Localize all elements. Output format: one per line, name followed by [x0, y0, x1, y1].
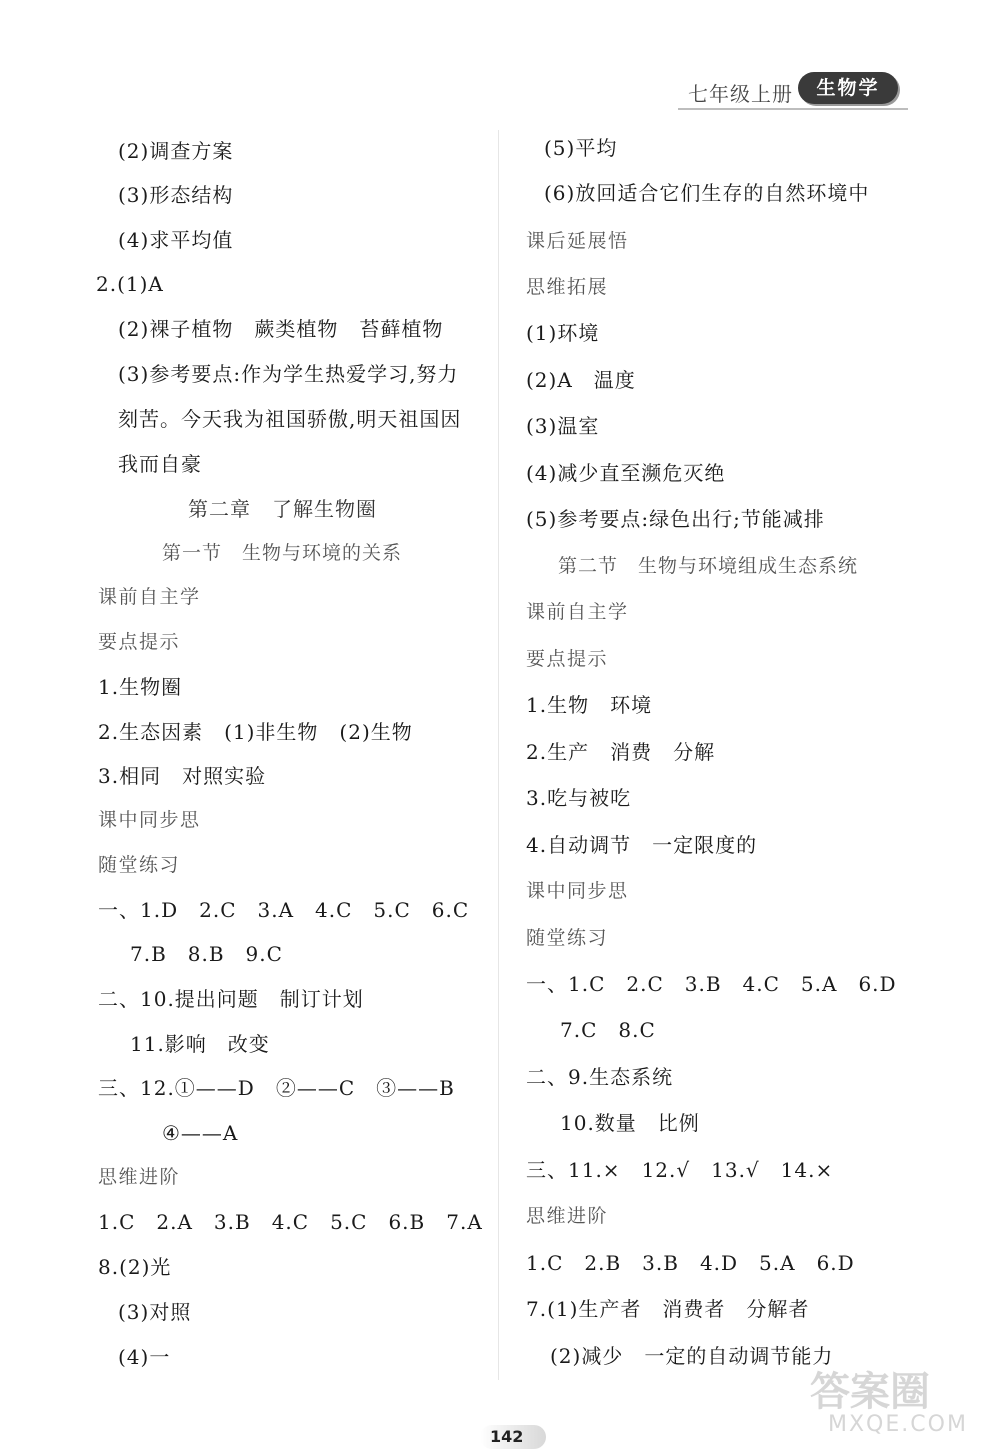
- grade-label: 七年级上册: [688, 82, 793, 106]
- heading-label: 思维进阶: [98, 1166, 181, 1188]
- heading-label: 课前自主学: [526, 601, 629, 623]
- answer-line: 2.生态因素 (1)非生物 (2)生物: [98, 720, 413, 744]
- heading-label: 思维进阶: [526, 1205, 609, 1227]
- answer-line: (1)环境: [526, 321, 600, 345]
- answer-line: 7.C 8.C: [560, 1018, 656, 1042]
- section-title: 第二节 生物与环境组成生态系统: [558, 555, 859, 577]
- answer-line: (2)A 温度: [526, 368, 636, 392]
- section-title: 第一节 生物与环境的关系: [162, 542, 403, 564]
- answer-line: 三、11.× 12.√ 13.√ 14.×: [526, 1158, 834, 1182]
- answer-line: 一、1.C 2.C 3.B 4.C 5.A 6.D: [526, 972, 897, 996]
- answer-line: (5)平均: [544, 136, 618, 160]
- answer-line: 3.吃与被吃: [526, 786, 632, 810]
- answer-line: (5)参考要点:绿色出行;节能减排: [526, 507, 825, 531]
- heading-label: 要点提示: [526, 648, 609, 670]
- heading-label: 课前自主学: [98, 586, 201, 608]
- answer-line: ④——A: [162, 1121, 239, 1145]
- answer-line: (6)放回适合它们生存的自然环境中: [544, 181, 870, 205]
- answer-line: 11.影响 改变: [130, 1032, 270, 1056]
- answer-line: 我而自豪: [118, 452, 202, 476]
- heading-label: 随堂练习: [98, 854, 181, 876]
- answer-line: (2)调查方案: [118, 139, 234, 163]
- answer-line: (4)减少直至濒危灭绝: [526, 461, 726, 485]
- subject-badge: 生物学: [798, 72, 898, 104]
- answer-line: 7.(1)生产者 消费者 分解者: [526, 1297, 810, 1321]
- heading-label: 课后延展悟: [526, 230, 629, 252]
- heading-label: 要点提示: [98, 631, 181, 653]
- page-number: 142: [480, 1425, 546, 1449]
- heading-label: 课中同步思: [526, 880, 629, 902]
- watermark-text: 答案圈: [810, 1369, 930, 1415]
- answer-line: 1.生物圈: [98, 675, 183, 699]
- header-rule: [678, 108, 908, 110]
- heading-label: 思维拓展: [526, 276, 609, 298]
- answer-line: (2)裸子植物 蕨类植物 苔藓植物: [118, 317, 444, 341]
- answer-line: 二、9.生态系统: [526, 1065, 674, 1089]
- answer-line: 2.生产 消费 分解: [526, 740, 716, 764]
- answer-line: 刻苦。今天我为祖国骄傲,明天祖国因: [118, 407, 462, 431]
- answer-line: 1.C 2.A 3.B 4.C 5.C 6.B 7.A: [98, 1210, 483, 1234]
- answer-line: (3)参考要点:作为学生热爱学习,努力: [118, 362, 459, 386]
- chapter-title: 第二章 了解生物圈: [188, 497, 377, 521]
- answer-line: 一、1.D 2.C 3.A 4.C 5.C 6.C: [98, 898, 470, 922]
- answer-line: 1.生物 环境: [526, 693, 653, 717]
- answer-line: 三、12.①——D ②——C ③——B: [98, 1076, 455, 1100]
- answer-line: (3)形态结构: [118, 183, 234, 207]
- heading-label: 随堂练习: [526, 927, 609, 949]
- answer-line: 二、10.提出问题 制订计划: [98, 987, 364, 1011]
- answer-line: (3)对照: [118, 1300, 192, 1324]
- page-header: [688, 72, 908, 108]
- answer-line: (3)温室: [526, 414, 600, 438]
- heading-label: 课中同步思: [98, 809, 201, 831]
- column-divider: [498, 130, 499, 1380]
- answer-line: 1.C 2.B 3.B 4.D 5.A 6.D: [526, 1251, 855, 1275]
- answer-line: 7.B 8.B 9.C: [130, 942, 283, 966]
- watermark-logo: [800, 1360, 980, 1440]
- answer-line: (4)求平均值: [118, 228, 234, 252]
- watermark-url: MXQE.COM: [828, 1412, 968, 1437]
- answer-line: (2)减少 一定的自动调节能力: [550, 1344, 834, 1368]
- answer-line: 4.自动调节 一定限度的: [526, 833, 758, 857]
- answer-line: 3.相同 对照实验: [98, 764, 267, 788]
- answer-line: (4)一: [118, 1345, 171, 1369]
- answer-line: 8.(2)光: [98, 1255, 172, 1279]
- answer-line: 10.数量 比例: [560, 1111, 700, 1135]
- answer-line: 2.(1)A: [96, 272, 164, 296]
